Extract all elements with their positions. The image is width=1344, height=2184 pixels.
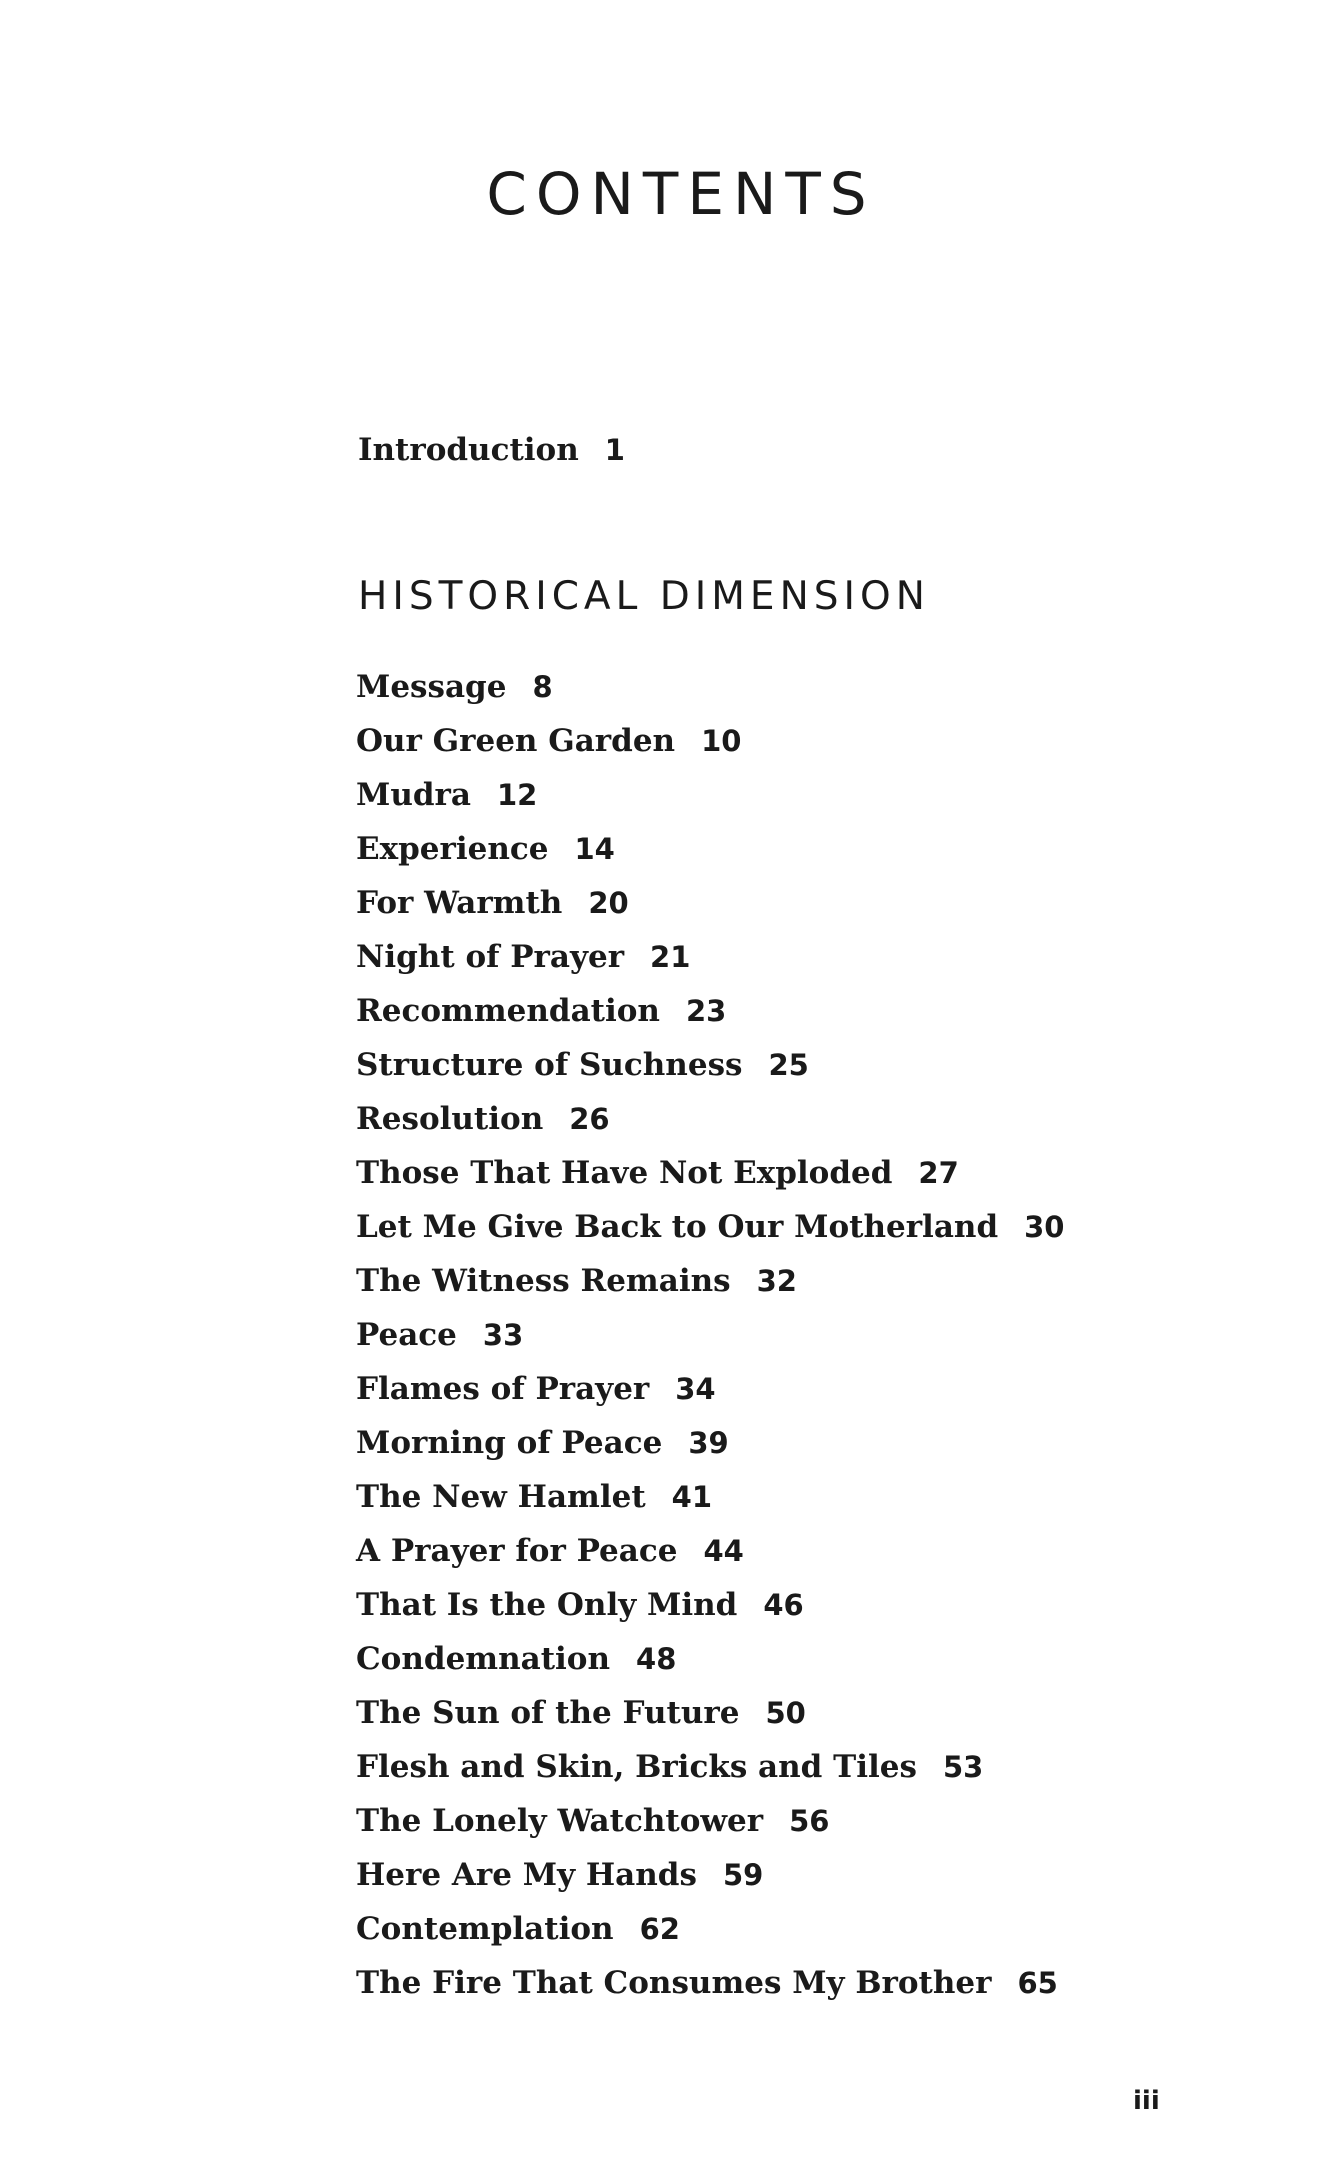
page-title: CONTENTS [486,160,876,228]
toc-entry-page: 14 [574,832,615,866]
toc-entry-page: 12 [496,778,538,812]
toc-entry-title: A Prayer for Peace [356,1533,678,1569]
toc-entry [356,1848,1064,1902]
toc-entry-page: 59 [722,1858,764,1892]
toc-entry-page: 39 [688,1426,729,1460]
toc-entry [356,1902,1064,1956]
toc-list [356,660,1064,2010]
toc-entry-title: Structure of Suchness [356,1047,743,1083]
page-number: iii [1133,2086,1160,2116]
toc-entry [356,1794,1064,1848]
section-heading: HISTORICAL DIMENSION [358,574,930,619]
toc-entry-page: 34 [675,1372,716,1406]
toc-entry [356,1362,1064,1416]
toc-entry-page: 46 [763,1588,804,1622]
toc-entry [356,1038,1064,1092]
toc-entry-page: 41 [671,1480,713,1514]
toc-entry [356,1470,1064,1524]
toc-entry-title: The Witness Remains [356,1263,731,1299]
toc-entry-title: Those That Have Not Exploded [356,1155,893,1191]
toc-entry [356,1524,1064,1578]
toc-entry-title: Introduction [358,432,579,468]
toc-entry-title: Recommendation [356,993,660,1029]
toc-entry-page: 8 [532,670,553,704]
toc-entry-page: 32 [756,1264,797,1298]
toc-entry-title: The Sun of the Future [356,1695,740,1731]
toc-entry-title: Resolution [356,1101,544,1137]
toc-entry-page: 53 [942,1750,984,1784]
toc-entry-page: 26 [569,1102,610,1136]
toc-entry [356,822,1064,876]
toc-entry-title: Contemplation [356,1911,614,1947]
toc-entry-page: 27 [918,1156,959,1190]
toc-entry [356,984,1064,1038]
toc-entry [356,1632,1064,1686]
toc-entry-title: For Warmth [356,885,563,921]
toc-entry [356,1416,1064,1470]
toc-entry-page: 33 [482,1318,524,1352]
toc-entry-title: The Lonely Watchtower [356,1803,764,1839]
toc-entry [356,1092,1064,1146]
toc-entry-title: Message [356,669,507,705]
toc-entry-page: 30 [1024,1210,1065,1244]
toc-entry [356,714,1064,768]
toc-entry-page: 1 [604,433,625,467]
toc-entry-title: Flames of Prayer [356,1371,650,1407]
toc-entry-title: The Fire That Consumes My Brother [356,1965,992,2001]
toc-entry-title: Morning of Peace [356,1425,663,1461]
toc-entry-page: 10 [701,724,742,758]
toc-entry-title: Mudra [356,777,471,813]
toc-entry [356,1200,1064,1254]
toc-entry-title: The New Hamlet [356,1479,646,1515]
toc-entry [356,1956,1064,2010]
toc-entry-title: Here Are My Hands [356,1857,697,1893]
toc-entry-page: 25 [768,1048,809,1082]
toc-entry [356,1308,1064,1362]
toc-entry [356,1578,1064,1632]
toc-entry-title: That Is the Only Mind [356,1587,738,1623]
toc-entry-title: Our Green Garden [356,723,676,759]
toc-entry [356,768,1064,822]
toc-entry [356,876,1064,930]
toc-entry-page: 48 [636,1642,677,1676]
toc-entry-introduction [358,432,625,468]
toc-entry-title: Experience [356,831,549,867]
toc-entry-page: 65 [1017,1966,1058,2000]
toc-entry-title: Let Me Give Back to Our Motherland [356,1209,999,1245]
toc-entry-page: 20 [588,886,629,920]
toc-entry-page: 50 [765,1696,806,1730]
toc-entry [356,660,1064,714]
toc-entry-page: 21 [650,940,691,974]
toc-entry-title: Peace [356,1317,457,1353]
toc-entry-title: Night of Prayer [356,939,625,975]
toc-entry-title: Flesh and Skin, Bricks and Tiles [356,1749,917,1785]
toc-entry [356,1146,1064,1200]
toc-entry-page: 23 [685,994,727,1028]
toc-entry-title: Condemnation [356,1641,611,1677]
toc-entry-page: 62 [639,1912,680,1946]
toc-entry-page: 56 [789,1804,830,1838]
toc-entry [356,930,1064,984]
toc-entry [356,1740,1064,1794]
toc-entry [356,1254,1064,1308]
toc-entry [356,1686,1064,1740]
toc-entry-page: 44 [703,1534,744,1568]
